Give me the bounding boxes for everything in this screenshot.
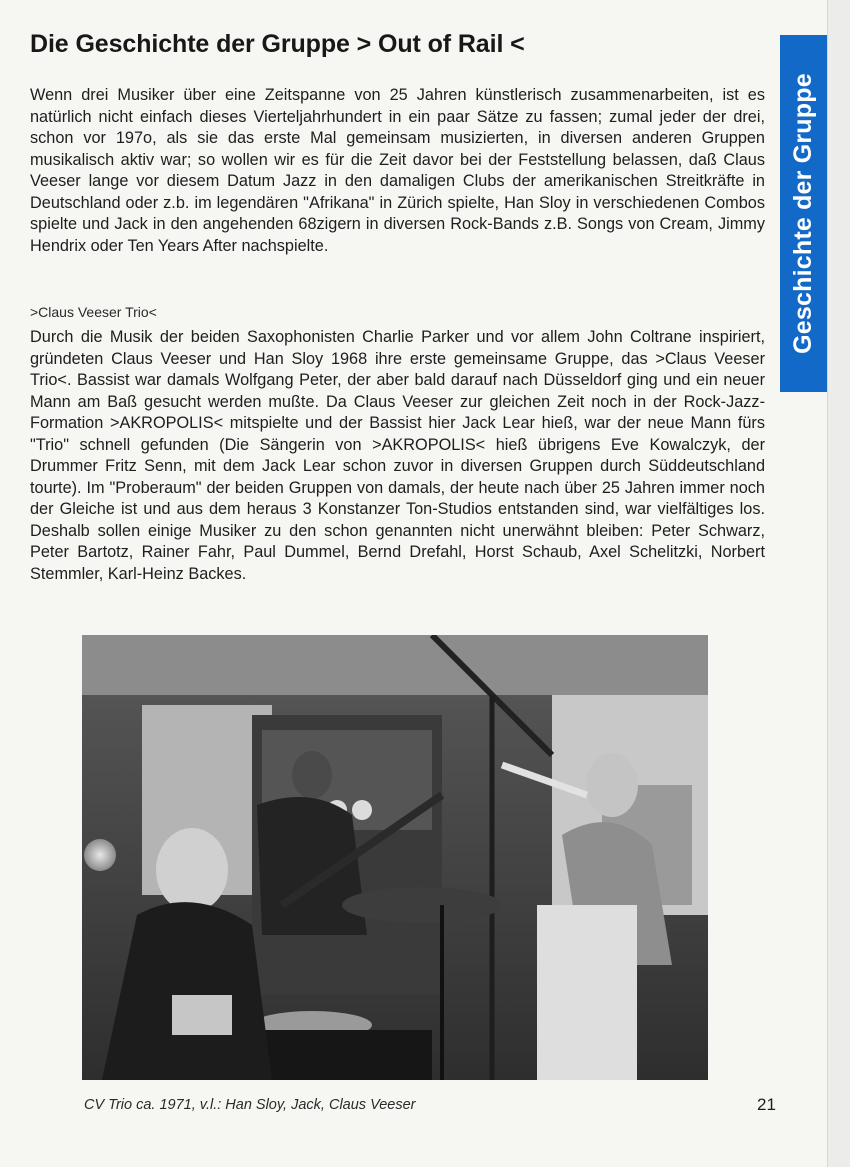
side-section-tab [780,35,827,392]
photo-caption: CV Trio ca. 1971, v.l.: Han Sloy, Jack, Claus Veeser [84,1097,416,1113]
intro-paragraph: Wenn drei Musiker über eine Zeitspanne von 25 Jahren künstlerisch zusammenarbeiten, ist es natürlich nicht einfach dieses Vierteljahrhundert in ein paar Sätze zu fassen; zumal jeder der drei, schon vor 197o, als sie das erste Mal gemeinsam musizierten, in diversen anderen Gruppen musikalisch aktiv war; so wollen wir es für die Zeit davor bei der Feststellung belassen, daß Claus Veeser lange vor diesem Datum Jazz in den damaligen Clubs der amerikanischen Streitkräfte in Deutschland oder z.b. im legendären "Afrikana" in Zürich spielte, Han Sloy in verschiedenen Combos spielte und Jack in den angehenden 68zigern in diversen Rock-Bands z.B. Songs von Cream, Jimmy Hendrix oder Ten Years After nachspielte. [30,86,765,255]
side-section-tab-label: Geschichte der Gruppe [789,73,818,354]
page-number: 21 [757,1095,776,1114]
page-title: Die Geschichte der Gruppe > Out of Rail < [30,30,525,58]
section-subheading: >Claus Veeser Trio< [30,304,157,320]
band-photo [82,635,708,1080]
trio-history-paragraph: Durch die Musik der beiden Saxophonisten Charlie Parker und vor allem John Coltrane inspiriert, gründeten Claus Veeser und Han Sloy 1968 ihre erste gemeinsame Gruppe, das >Claus Veeser Trio<. Bassist war damals Wolfgang Peter, der aber bald darauf nach Düsseldorf ging und ein neuer Mann am Baß gesucht werden mußte. Da Claus Veeser zur gleichen Zeit noch in der Rock-Jazz-Formation >AKROPOLIS< mitspielte und der Bassist hier Jack Lear hieß, war der neue Mann fürs "Trio" schnell gefunden (Die Sängerin von >AKROPOLIS< hieß übrigens Eve Kowalczyk, der Drummer Fritz Senn, mit dem Jack Lear schon zuvor in diversen Gruppen durch Süddeutschland tourte). Im "Proberaum" der beiden Gruppen von damals, der heute nach über 25 Jahren immer noch der Gleiche ist und aus dem heraus 3 Konstanzer Ton-Studios entstanden sind, war vielfältiges los. Deshalb sollen einige Musiker zu den schon genannten nicht unerwähnt bleiben: Peter Schwarz, Peter Bartotz, Rainer Fahr, Paul Dummel, Bernd Drefahl, Horst Schaub, Axel Schelitzki, Norbert Stemmler, Karl-Heinz Backes. [30,328,765,583]
page-edge [827,0,850,1167]
